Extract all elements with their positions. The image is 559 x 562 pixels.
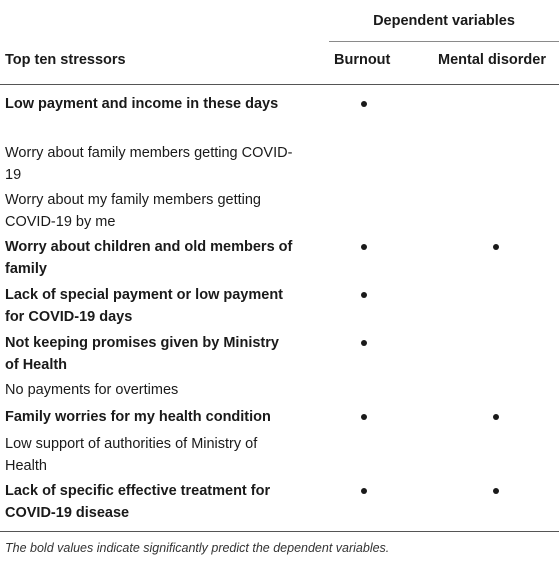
- stressor-label: Worry about family members getting COVID-19: [5, 145, 293, 183]
- column-header-stressors: Top ten stressors: [5, 52, 126, 68]
- mental-disorder-significance-dot: [493, 244, 499, 250]
- group-header-dependent-variables: Dependent variables: [373, 13, 515, 29]
- stressor-label: Not keeping promises given by Ministry of Health: [5, 335, 279, 373]
- stressor-label: Lack of special payment or low payment for COVID-19 days: [5, 287, 283, 325]
- burnout-significance-dot: [361, 101, 367, 107]
- stressor-label: Worry about children and old members of family: [5, 239, 293, 277]
- mental-disorder-significance-dot: [493, 488, 499, 494]
- burnout-significance-dot: [361, 488, 367, 494]
- stressor-label: Low support of authorities of Ministry of Health: [5, 436, 258, 474]
- column-header-burnout: Burnout: [334, 52, 391, 68]
- burnout-significance-dot: [361, 244, 367, 250]
- group-header-rule: [329, 41, 559, 42]
- burnout-significance-dot: [361, 292, 367, 298]
- stressor-label: Worry about my family members getting COVID-19 by me: [5, 192, 261, 230]
- burnout-significance-dot: [361, 414, 367, 420]
- column-header-mental-disorder: Mental disorder: [438, 52, 546, 68]
- table-bottom-rule: [0, 531, 559, 532]
- burnout-significance-dot: [361, 340, 367, 346]
- table-footnote: The bold values indicate significantly predict the dependent variables.: [5, 541, 390, 555]
- stressor-label: No payments for overtimes: [5, 382, 179, 398]
- stressor-label: Lack of specific effective treatment for COVID-19 disease: [5, 483, 271, 521]
- header-bottom-rule: [0, 84, 559, 85]
- stressor-label: Family worries for my health condition: [5, 409, 271, 425]
- mental-disorder-significance-dot: [493, 414, 499, 420]
- stressor-label: Low payment and income in these days: [5, 96, 279, 112]
